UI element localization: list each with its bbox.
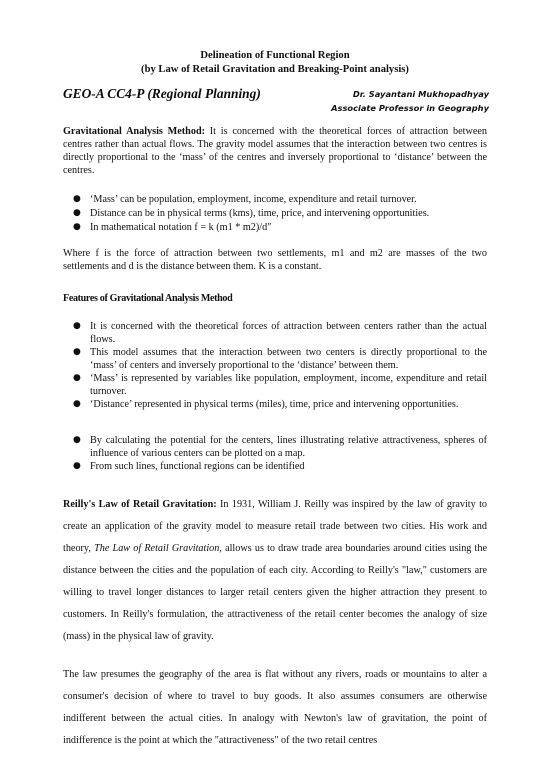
bullet-icon: ● [73, 399, 81, 409]
bullet-icon: ● [73, 208, 81, 218]
list-item: ● ‘Distance’ represented in physical terms (miles), time, price and intervening opportunities. [73, 399, 459, 410]
features-bullets [63, 320, 487, 411]
author-title: Associate Professor in Geography [331, 103, 489, 113]
course-code: GEO-A CC4-P (Regional Planning) [63, 86, 261, 101]
author-block [331, 87, 489, 115]
list-item: ● This model assumes that the interaction between two centers is directly proportional to the ‘mass’ of centers and inversely proportional to the ‘distance’ between them. [73, 347, 487, 371]
reilly-paragraph-2: The law presumes the geography of the area is flat without any rivers, roads or mountains to alter a consumer's decision of where to travel to buy goods. It also assumes consumers are otherwise indifferent between the actual cities. In analogy with Newton's law of gravitation, the point of indifference is the point at which the "attractiveness" of the two retail centres [63, 669, 487, 746]
list-item: ● From such lines, functional regions can be identified [73, 461, 305, 472]
features-bullets-more [63, 434, 487, 473]
bullet-icon: ● [73, 373, 81, 383]
reilly-book-title: The Law of Retail Gravitation [94, 543, 220, 554]
document-title: Delineation of Functional Region [200, 50, 350, 61]
gravitational-text: It is concerned with the theoretical forces of attraction between centres rather than actual flows. The gravity model assumes that the interaction between two centres is directly proportional to the ‘mass’ of the centres and inversely proportional to ‘distance’ between the centres. [63, 126, 487, 177]
list-item: ● By calculating the potential for the centers, lines illustrating relative attractiveness, spheres of influence of various centers can be plotted on a map. [73, 435, 487, 459]
bullet-icon: ● [73, 222, 81, 232]
list-item: ● ‘Mass’ is represented by variables like population, employment, income, expenditure and retail turnover. [73, 373, 487, 397]
document-subtitle: (by Law of Retail Gravitation and Breaking-Point analysis) [141, 64, 409, 75]
bullet-icon: ● [73, 435, 81, 445]
list-item: ● In mathematical notation f = k (m1 * m2)/d″ [73, 222, 272, 233]
gravitational-paragraph [63, 125, 487, 177]
reilly-text-1: In 1931, William J. Reilly was inspired by the law of gravity to create an application of the gravity model to measure retail trade between two cities. His work and theory, [63, 499, 487, 554]
bullet-icon: ● [73, 321, 81, 331]
formula-explanation: Where f is the force of attraction between two settlements, m1 and m2 are masses of the two settlements and d is the distance between them. K is a constant. [63, 248, 487, 273]
list-item: ● ‘Mass’ can be population, employment, income, expenditure and retail turnover. [73, 194, 417, 205]
reilly-paragraph [63, 494, 487, 648]
list-item: ● It is concerned with the theoretical forces of attraction between centers rather than the actual flows. [73, 321, 487, 345]
gravitational-bullets [63, 193, 487, 235]
list-item: ● Distance can be in physical terms (kms), time, price, and intervening opportunities. [73, 208, 430, 219]
features-heading: Features of Gravitational Analysis Method [63, 293, 233, 304]
bullet-icon: ● [73, 347, 81, 357]
author-name: Dr. Sayantani Mukhopadhyay [352, 89, 489, 99]
gravitational-lead: Gravitational Analysis Method: [63, 126, 205, 137]
reilly-text-2: , allows us to draw trade area boundaries around cities using the distance between the cities and the population of each city. According to Reilly's "law," customers are willing to travel longer distances to larger retail centers given the higher attraction they present to customers. In Reilly's formulation, the attractiveness of the retail center becomes the analogy of size (mass) in the physical law of gravity. [63, 543, 487, 642]
bullet-icon: ● [73, 194, 81, 204]
bullet-icon: ● [73, 461, 81, 471]
reilly-lead: Reilly's Law of Retail Gravitation: [63, 499, 217, 510]
